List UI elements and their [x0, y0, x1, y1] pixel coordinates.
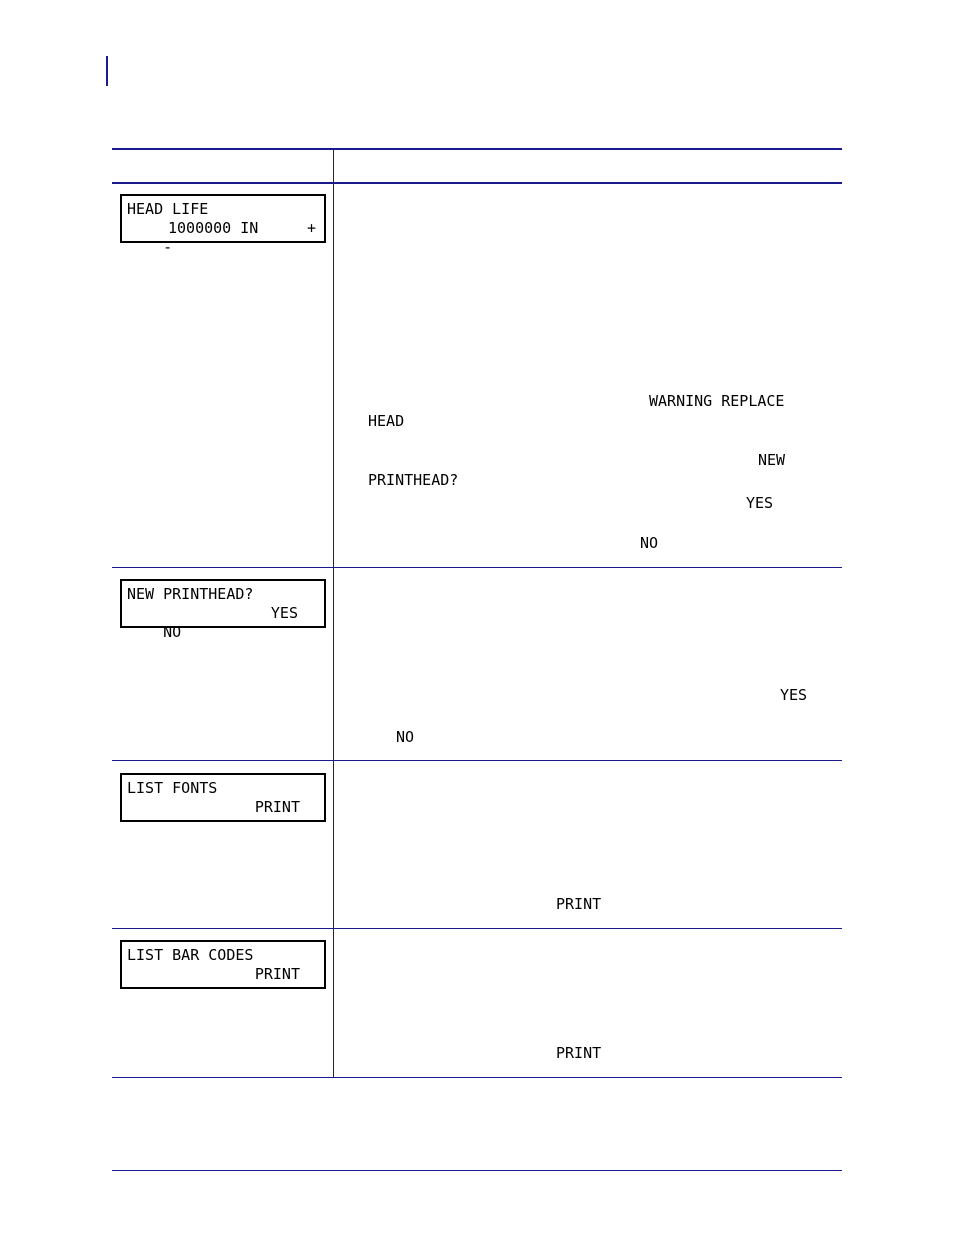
footer-rule [112, 1170, 842, 1171]
lcd-line-2 [127, 798, 316, 817]
lcd-line-1: NEW PRINTHEAD? [127, 585, 254, 603]
row-divider-1 [112, 567, 842, 568]
lcd-line-1: LIST BAR CODES [127, 946, 254, 964]
row-divider-3 [112, 928, 842, 929]
lcd-display-list-fonts [120, 773, 326, 822]
lcd-line-2 [127, 219, 316, 256]
keyword-no: NO [640, 534, 659, 552]
lcd-line-1: HEAD LIFE [127, 200, 209, 218]
keyword-head: HEAD [368, 412, 405, 430]
keyword-new: NEW [758, 451, 786, 469]
lcd-right-option: PRINT [254, 798, 300, 816]
keyword-warning-replace: WARNING REPLACE [649, 392, 785, 410]
keyword-print: PRINT [556, 1044, 602, 1062]
lcd-line-2 [127, 604, 316, 641]
table-bottom-rule [112, 1077, 842, 1078]
lcd-line-2 [127, 965, 316, 984]
lcd-minus: - [163, 238, 173, 256]
lcd-right-option: YES [270, 604, 298, 622]
lcd-display-new-printhead [120, 579, 326, 641]
column-divider [333, 148, 334, 1078]
keyword-yes: YES [746, 494, 774, 512]
lcd-line-1: LIST FONTS [127, 779, 218, 797]
change-bar [106, 56, 108, 86]
keyword-printhead: PRINTHEAD? [368, 471, 459, 489]
keyword-yes: YES [780, 686, 808, 704]
lcd-display-list-bar-codes [120, 940, 326, 989]
lcd-display-head-life [120, 194, 326, 256]
lcd-value: 1000000 IN [168, 219, 259, 237]
row-divider-2 [112, 760, 842, 761]
lcd-plus: + [306, 219, 316, 237]
lcd-left-option: NO [163, 623, 182, 641]
lcd-right-option: PRINT [254, 965, 300, 983]
table-header-rule [112, 182, 842, 184]
table-top-rule [112, 148, 842, 150]
keyword-print: PRINT [556, 895, 602, 913]
keyword-no: NO [396, 728, 415, 746]
